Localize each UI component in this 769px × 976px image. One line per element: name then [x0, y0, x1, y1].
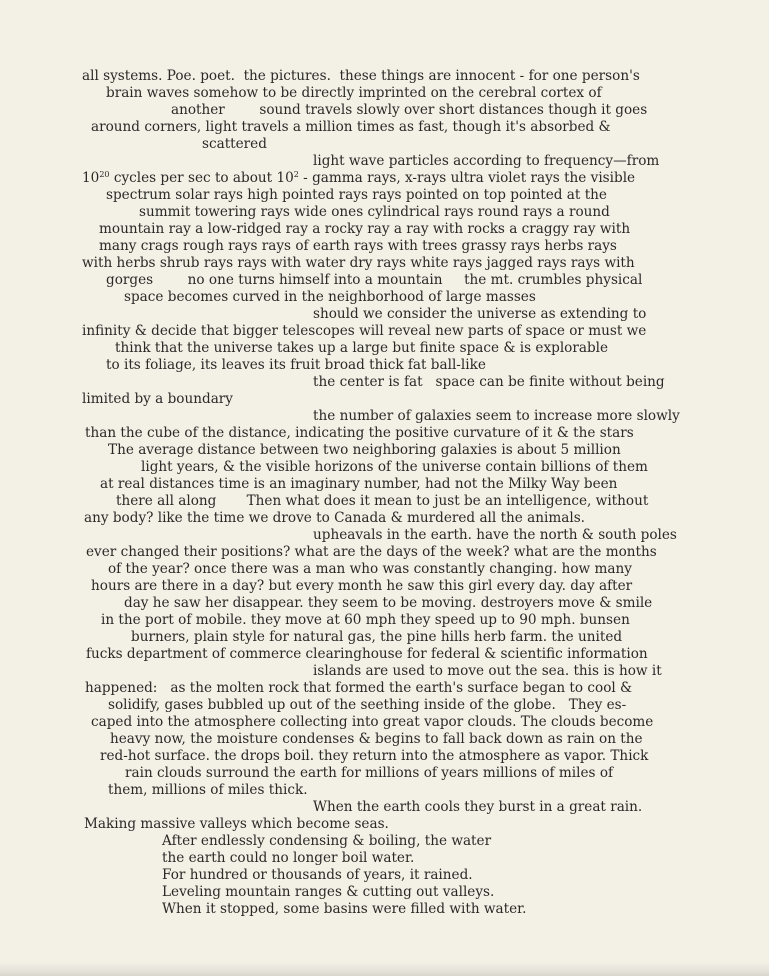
text-line [82, 170, 635, 186]
text-segment: cycles per sec to about [113, 170, 273, 186]
text-line: caped into the atmosphere collecting into great vapor clouds. The clouds become [91, 714, 654, 730]
exponent-base: 10 [276, 170, 294, 186]
text-line: ever changed their positions? what are the days of the week? what are the months [86, 544, 657, 560]
exponent-superscript: 20 [99, 170, 110, 179]
exponent-base: 10 [82, 170, 100, 186]
text-line: islands are used to move out the sea. this is how it [313, 663, 662, 679]
text-line: in the port of mobile. they move at 60 mph they speed up to 90 mph. bunsen [101, 612, 630, 628]
text-line: summit towering rays wide ones cylindrical rays round rays a round [139, 204, 610, 220]
text-line: Making massive valleys which become seas. [84, 816, 389, 832]
text-line: For hundred or thousands of years, it rained. [162, 867, 473, 883]
text-line: of the year? once there was a man who was constantly changing. how many [108, 561, 632, 577]
text-line: many crags rough rays rays of earth rays with trees grassy rays herbs rays [99, 238, 617, 254]
text-line: mountain ray a low-ridged ray a rocky ray a ray with rocks a craggy ray with [99, 221, 631, 237]
text-line: heavy now, the moisture condenses & begins to fall back down as rain on the [110, 731, 643, 747]
text-line: all systems. Poe. poet. the pictures. these things are innocent - for one person's [82, 68, 640, 84]
text-line: When the earth cools they burst in a great rain. [313, 799, 643, 815]
text-line: limited by a boundary [82, 391, 233, 407]
text-line: red-hot surface. the drops boil. they return into the atmosphere as vapor. Thick [100, 748, 649, 764]
text-line: gorges no one turns himself into a mountain the mt. crumbles physical [106, 272, 643, 288]
text-line: fucks department of commerce clearinghouse for federal & scientific information [86, 646, 648, 662]
text-line: The average distance between two neighboring galaxies is about 5 million [108, 442, 621, 458]
exponent-superscript: 2 [293, 170, 299, 179]
text-line: When it stopped, some basins were filled with water. [162, 901, 527, 917]
text-line: solidify, gases bubbled up out of the seething inside of the globe. They es- [108, 697, 627, 713]
text-line: light years, & the visible horizons of the universe contain billions of them [141, 459, 648, 475]
text-line: another sound travels slowly over short distances though it goes [171, 102, 648, 118]
text-line: space becomes curved in the neighborhood of large masses [124, 289, 536, 305]
text-line: spectrum solar rays high pointed rays rays pointed on top pointed at the [106, 187, 607, 203]
text-line: rain clouds surround the earth for millions of years millions of miles of [125, 765, 614, 781]
text-line: Leveling mountain ranges & cutting out valleys. [162, 884, 495, 900]
text-line: them, millions of miles thick. [108, 782, 308, 798]
text-line: hours are there in a day? but every month he saw this girl every day. day after [91, 578, 633, 594]
text-line: at real distances time is an imaginary number, had not the Milky Way been [100, 476, 618, 492]
text-line: happened: as the molten rock that formed the earth's surface began to cool & [85, 680, 633, 696]
text-line: the number of galaxies seem to increase more slowly [313, 408, 680, 424]
text-line: with herbs shrub rays rays with water dry rays white rays jagged rays rays with [82, 255, 635, 271]
text-line: scattered [202, 136, 267, 152]
text-line: the center is fat space can be finite without being [313, 374, 665, 390]
text-line: there all along Then what does it mean to just be an intelligence, without [116, 493, 649, 509]
text-line: to its foliage, its leaves its fruit broad thick fat ball-like [106, 357, 486, 373]
text-segment: - gamma rays, x-rays ultra violet rays the visible [298, 170, 636, 186]
text-line: infinity & decide that bigger telescopes will reveal new parts of space or must we [82, 323, 647, 339]
text-line: should we consider the universe as extending to [313, 306, 647, 322]
text-line: light wave particles according to frequency—from [313, 153, 660, 169]
text-line: burners, plain style for natural gas, the pine hills herb farm. the united [131, 629, 623, 645]
text-line: brain waves somehow to be directly imprinted on the cerebral cortex of [106, 85, 602, 101]
text-line: than the cube of the distance, indicating the positive curvature of it & the stars [85, 425, 634, 441]
text-line: day he saw her disappear. they seem to be moving. destroyers move & smile [124, 595, 653, 611]
text-line: the earth could no longer boil water. [162, 850, 415, 866]
text-line: think that the universe takes up a large but finite space & is explorable [115, 340, 609, 356]
text-line: After endlessly condensing & boiling, the water [162, 833, 492, 849]
text-line: upheavals in the earth. have the north & south poles [313, 527, 677, 543]
page-bottom-edge [0, 962, 769, 976]
text-line: any body? like the time we drove to Canada & murdered all the animals. [84, 510, 586, 526]
text-line: around corners, light travels a million times as fast, though it's absorbed & [91, 119, 611, 135]
